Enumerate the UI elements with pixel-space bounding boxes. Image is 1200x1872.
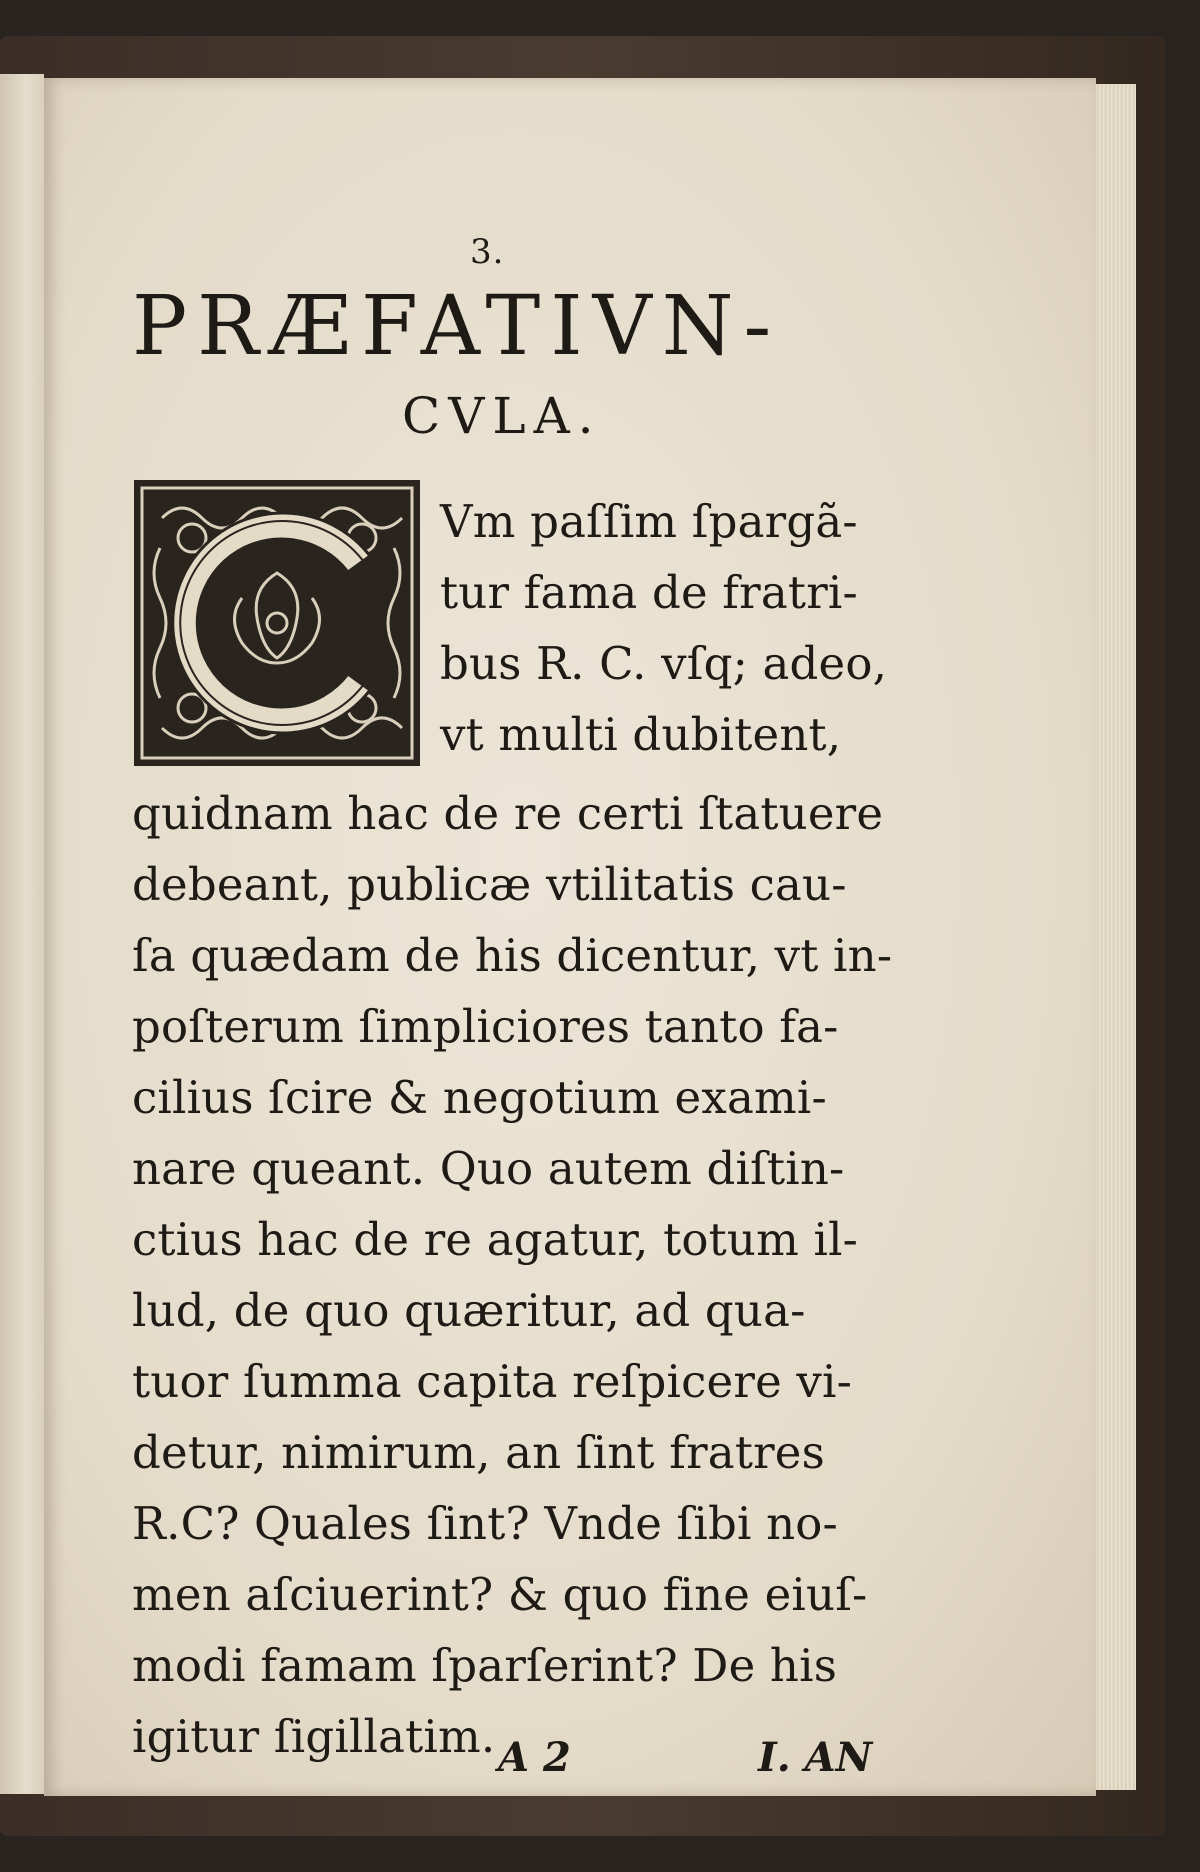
text-line: ſa quædam de his dicentur, vt in-	[132, 929, 893, 982]
text-line: Vm paſſim ſpargã-	[440, 495, 858, 548]
page-number: 3.	[470, 232, 505, 272]
text-line: cilius ſcire & negotium exami-	[132, 1071, 827, 1124]
book-page	[44, 78, 1096, 1796]
text-line: modi famam ſparſerint? De his	[132, 1639, 837, 1692]
text-line: men aſciuerint? & quo fine eiuſ-	[132, 1568, 868, 1621]
text-line: poſterum ſimpliciores tanto fa-	[132, 1000, 839, 1053]
heading-line-2: CVLA.	[402, 387, 602, 445]
text-line: debeant, publicæ vtilitatis cau-	[132, 858, 847, 911]
text-line: ctius hac de re agatur, totum il-	[132, 1213, 859, 1266]
text-line: tuor ſumma capita reſpicere vi-	[132, 1355, 853, 1408]
page-block-edges	[1096, 84, 1136, 1790]
text-line: nare queant. Quo autem diſtin-	[132, 1142, 845, 1195]
text-line: tur fama de fratri-	[440, 566, 858, 619]
text-line: detur, nimirum, an ſint fratres	[132, 1426, 825, 1479]
text-line: lud, de quo quæritur, ad qua-	[132, 1284, 806, 1337]
lines-beside-initial	[440, 486, 916, 770]
previous-page-edge	[0, 74, 44, 1794]
text-line: vt multi dubitent,	[440, 708, 842, 761]
catchword: I. AN	[758, 1734, 873, 1781]
text-line: R.C? Quales ſint? Vnde ſibi no-	[132, 1497, 838, 1550]
decorated-initial-c	[132, 478, 422, 768]
body-text	[132, 778, 922, 1772]
text-line: igitur ſigillatim.	[132, 1710, 496, 1763]
text-line: bus R. C. vſq; adeo,	[440, 637, 888, 690]
heading-line-1: PRÆFATIVN-	[132, 279, 782, 374]
text-line: quidnam hac de re certi ſtatuere	[132, 787, 884, 840]
signature-mark: A 2	[498, 1734, 571, 1781]
